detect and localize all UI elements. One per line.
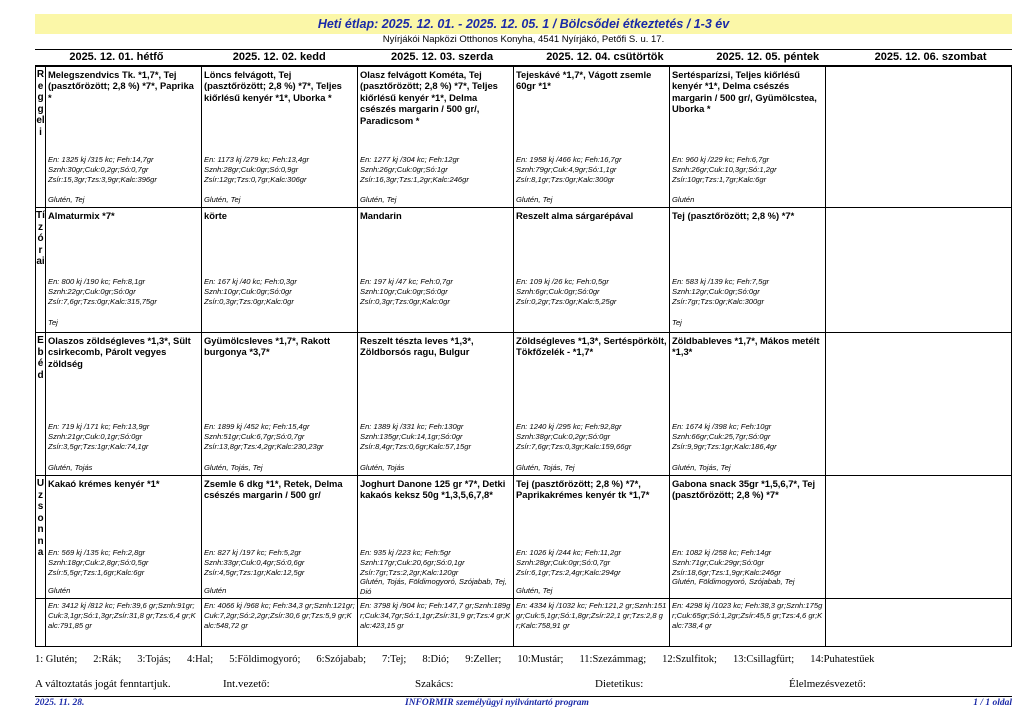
- meal-label: Reggeli: [35, 67, 46, 207]
- allergen-text: Glutén: [204, 586, 227, 595]
- daily-total-text: En: 4334 kj /1032 kc; Feh:121,2 gr;Sznh:151gr;Cuk:5,1gr;Só:1,8gr;Zsír:22,1 gr;Tzs:2,8 gr;Kalc:758,91 gr: [516, 601, 667, 630]
- menu-cell: [46, 208, 202, 332]
- menu-cell: [514, 333, 670, 475]
- nutrition-text: En: 935 kj /223 kc; Feh:5gr Sznh:17gr;Cuk:20,6gr;Só:0,1gr Zsír:7gr;Tzs:2,2gr;Kalc:120gr: [360, 548, 465, 577]
- food-manager-label: Élelmezésvezető:: [789, 678, 866, 690]
- dish-text: Gyümölcsleves *1,7*, Rakott burgonya *3,7*: [204, 335, 331, 358]
- daily-total-cell-empty: [826, 599, 1012, 646]
- menu-cell: [358, 333, 514, 475]
- dish-text: Tej (pasztőrözött; 2,8 %) *7*, Paprikakrémes kenyér tk *1,7*: [516, 478, 650, 501]
- legend-item: 6:Szójabab;: [316, 654, 366, 665]
- menu-cell: [670, 208, 826, 332]
- menu-cell-empty: [826, 476, 1012, 598]
- nutrition-text: En: 1389 kj /331 kc; Feh:130gr Sznh:135gr;Cuk:14,1gr;Só:0gr Zsír:8,4gr;Tzs:0,6gr;Kalc:57,15gr: [360, 422, 471, 451]
- legend-item: 5:Földimogyoró;: [229, 654, 301, 665]
- nutrition-text: En: 583 kj /139 kc; Feh:7,5gr Sznh:12gr;Cuk:0gr;Só:0gr Zsír:7gr;Tzs:0gr;Kalc:300gr: [672, 277, 770, 306]
- footer-program: INFORMIR személyügyi nyilvántartó program: [405, 698, 589, 708]
- footer-date: 2025. 11. 28.: [35, 698, 85, 708]
- nutrition-text: En: 1026 kj /244 kc; Feh:11,2gr Sznh:28gr;Cuk:0gr;Só:0,7gr Zsír:6,1gr;Tzs:2,4gr;Kalc:294gr: [516, 548, 621, 577]
- nutrition-text: En: 800 kj /190 kc; Feh:8,1gr Sznh:22gr;Cuk:0gr;Só:0gr Zsír:7,6gr;Tzs:0gr;Kalc:315,75gr: [48, 277, 157, 306]
- dish-text: Reszelt alma sárgarépával: [516, 210, 634, 221]
- nutrition-text: En: 1240 kj /295 kc; Feh:92,8gr Sznh:38gr;Cuk:0,2gr;Só:0gr Zsír:7,6gr;Tzs:0,3gr;Kalc:159,66gr: [516, 422, 632, 451]
- legend-item: 12:Szulfitok;: [662, 654, 717, 665]
- legend-item: 13:Csillagfürt;: [732, 654, 795, 665]
- allergen-legend: [35, 654, 995, 665]
- menu-cell: [670, 476, 826, 598]
- allergen-text: Glutén, Tej: [516, 586, 553, 595]
- dish-text: Löncs felvágott, Tej (pasztőrözött; 2,8 %) *7*, Teljes kiőrlésű kenyér *1*, Uborka *: [204, 69, 342, 103]
- menu-cell: [514, 476, 670, 598]
- nutrition-text: En: 1082 kj /258 kc; Feh:14gr Sznh:71gr;Cuk:29gr;Só:0gr Zsír:18,6gr;Tzs:1,9gr;Kalc:246gr: [672, 548, 781, 577]
- legend-item: 10:Mustár;: [517, 654, 564, 665]
- dish-text: Zöldbableves *1,7*, Mákos metélt *1,3*: [672, 335, 820, 358]
- legend-item: 1: Glutén;: [35, 654, 78, 665]
- daily-totals-row: [35, 599, 1012, 647]
- dish-text: Joghurt Danone 125 gr *7*, Detki kakaós keksz 50g *1,3,5,6,7,8*: [360, 478, 506, 501]
- nutrition-text: En: 960 kj /229 kc; Feh:6,7gr Sznh:26gr;Cuk:10,3gr;Só:1,2gr Zsír:10gr;Tzs:1,7gr;Kalc:6gr: [672, 155, 777, 184]
- nutrition-text: En: 1325 kj /315 kc; Feh:14,7gr Sznh:30gr;Cuk:0,2gr;Só:0,7gr Zsír:15,3gr;Tzs:3,9gr;Kalc:396gr: [48, 155, 157, 184]
- legend-item: 4:Hal;: [186, 654, 214, 665]
- menu-cell-empty: [826, 67, 1012, 207]
- day-header-tuesday: 2025. 12. 02. kedd: [232, 51, 326, 63]
- day-header-friday: 2025. 12. 05. péntek: [716, 51, 820, 63]
- kitchen-address: Nyírjákói Napközi Otthonos Konyha, 4541 Nyírjákó, Petőfi S. u. 17.: [382, 34, 665, 45]
- allergen-text: Glutén, Tej: [516, 195, 553, 204]
- nutrition-text: En: 1173 kj /279 kc; Feh:13,4gr Sznh:28gr;Cuk:0gr;Só:0,9gr Zsír:12gr;Tzs:0,7gr;Kalc:306gr: [204, 155, 309, 184]
- nutrition-text: En: 1674 kj /398 kc; Feh:10gr Sznh:66gr;Cuk:25,7gr;Só:0gr Zsír:9,9gr;Tzs:1gr;Kalc:186,4gr: [672, 422, 777, 451]
- director-label: Int.vezető:: [223, 678, 270, 690]
- nutrition-text: En: 1277 kj /304 kc; Feh:12gr Sznh:26gr;Cuk:0gr;Só:1gr Zsír:16,3gr;Tzs:1,2gr;Kalc:246gr: [360, 155, 469, 184]
- allergen-text: Glutén, Tojás: [48, 463, 93, 472]
- dish-text: Olasz felvágott Kométa, Tej (pasztőrözött; 2,8 %) *7*, Teljes kiőrlésű kenyér *1*, Delma csészés margarin / 500 gr/, Paradicsom *: [360, 69, 498, 126]
- nutrition-text: En: 197 kj /47 kc; Feh:0,7gr Sznh:10gr;Cuk:0gr;Só:0gr Zsír:0,3gr;Tzs:0gr;Kalc:0gr: [360, 277, 453, 306]
- legend-item: 3:Tojás;: [137, 654, 171, 665]
- meal-row-lunch: [35, 333, 1012, 476]
- allergen-text: Glutén: [672, 195, 695, 204]
- menu-cell: [202, 476, 358, 598]
- daily-total-cell: [514, 599, 670, 646]
- meal-label: Tízórai: [35, 208, 46, 332]
- daily-total-text: En: 3798 kj /904 kc; Feh:147,7 gr;Sznh:189gr;Cuk:34,7gr;Só:1,1gr;Zsír:31,9 gr;Tzs:4 gr;Kalc:423,15 gr: [360, 601, 511, 630]
- allergen-text: Glutén, Tojás, Tej: [516, 463, 575, 472]
- meal-label: Uzsonna: [35, 476, 46, 598]
- dish-text: Zsemle 6 dkg *1*, Retek, Delma csészés margarin / 500 gr/: [204, 478, 343, 501]
- nutrition-text: En: 109 kj /26 kc; Feh:0,5gr Sznh:6gr;Cuk:0gr;Só:0gr Zsír:0,2gr;Tzs:0gr;Kalc:5,25gr: [516, 277, 617, 306]
- legend-item: 14:Puhatestűek: [810, 654, 875, 665]
- dish-text: Mandarin: [360, 210, 402, 221]
- day-header-wednesday: 2025. 12. 03. szerda: [391, 51, 494, 63]
- menu-cell: [202, 333, 358, 475]
- allergen-text: Glutén, Tej: [48, 195, 85, 204]
- dish-text: Tejeskávé *1,7*, Vágott zsemle 60gr *1*: [516, 69, 652, 92]
- menu-cell: [358, 476, 514, 598]
- daily-total-cell: [46, 599, 202, 646]
- menu-cell-empty: [826, 333, 1012, 475]
- meal-label: Ebéd: [35, 333, 46, 475]
- nutrition-text: En: 167 kj /40 kc; Feh:0,3gr Sznh:10gr;Cuk:0gr;Só:0gr Zsír:0,3gr;Tzs:0gr;Kalc:0gr: [204, 277, 297, 306]
- nutrition-text: En: 719 kj /171 kc; Feh:13,9gr Sznh:21gr;Cuk:0,1gr;Só:0gr Zsír:3,5gr;Tzs:1gr;Kalc:74,1gr: [48, 422, 150, 451]
- day-header-row: [35, 49, 1012, 67]
- signature-row: [35, 678, 1012, 692]
- nutrition-text: En: 1899 kj /452 kc; Feh:15,4gr Sznh:51gr;Cuk:6,7gr;Só:0,7gr Zsír:13,8gr;Tzs:4,2gr;Kalc:230,23gr: [204, 422, 324, 451]
- disclaimer-text: A változtatás jogát fenntartjuk.: [35, 678, 171, 690]
- daily-total-text: En: 4298 kj /1023 kc; Feh:38,3 gr;Sznh:175gr;Cuk:65gr;Só:1,2gr;Zsír:45,5 gr;Tzs:4,6 gr;Kalc:738,4 gr: [672, 601, 823, 630]
- day-header-monday: 2025. 12. 01. hétfő: [69, 51, 164, 63]
- allergen-text: Glutén, Tojás, Földimogyoró, Szójabab, Tej, Dió: [360, 577, 507, 596]
- day-header-saturday: 2025. 12. 06. szombat: [874, 51, 987, 63]
- day-header-thursday: 2025. 12. 04. csütörtök: [546, 51, 664, 63]
- dish-text: Zöldségleves *1,3*, Sertéspörkölt, Tökfőzelék - *1,7*: [516, 335, 667, 358]
- legend-item: 9:Zeller;: [465, 654, 502, 665]
- allergen-text: Glutén, Tojás: [360, 463, 405, 472]
- meal-row-afternoon-snack: [35, 476, 1012, 599]
- daily-total-cell: [670, 599, 826, 646]
- allergen-text: Glutén: [48, 586, 71, 595]
- daily-total-cell: [358, 599, 514, 646]
- dietitian-label: Dietetikus:: [595, 678, 644, 690]
- nutrition-text: En: 827 kj /197 kc; Feh:5,2gr Sznh:33gr;Cuk:0,4gr;Só:0,6gr Zsír:4,5gr;Tzs:1gr;Kalc:12,5gr: [204, 548, 305, 577]
- legend-item: 11:Szezámmag;: [579, 654, 647, 665]
- menu-title: Heti étlap: 2025. 12. 01. - 2025. 12. 05. 1 / Bölcsődei étkeztetés / 1-3 év: [35, 14, 1012, 34]
- menu-cell: [46, 67, 202, 207]
- nutrition-text: En: 569 kj /135 kc; Feh:2,8gr Sznh:18gr;Cuk:2,8gr;Só:0,5gr Zsír:5,5gr;Tzs:1,6gr;Kalc:6gr: [48, 548, 149, 577]
- menu-cell: [46, 333, 202, 475]
- footer-page: 1 / 1 oldal: [973, 698, 1012, 708]
- legend-item: 8:Dió;: [422, 654, 450, 665]
- menu-cell: [514, 67, 670, 207]
- daily-total-cell: [202, 599, 358, 646]
- dish-text: Kakaó krémes kenyér *1*: [48, 478, 160, 489]
- allergen-text: Glutén, Földimogyoró, Szójabab, Tej: [672, 577, 795, 586]
- menu-cell: [358, 67, 514, 207]
- menu-cell: [202, 208, 358, 332]
- menu-cell: [670, 333, 826, 475]
- menu-cell: [514, 208, 670, 332]
- allergen-text: Glutén, Tej: [204, 195, 241, 204]
- menu-cell: [670, 67, 826, 207]
- legend-item: 2:Rák;: [93, 654, 122, 665]
- menu-grid: [35, 67, 1012, 647]
- allergen-text: Glutén, Tojás, Tej: [672, 463, 731, 472]
- allergen-text: Tej: [48, 318, 58, 327]
- dish-text: Melegszendvics Tk. *1,7*, Tej (pasztőrözött; 2,8 %) *7*, Paprika *: [48, 69, 194, 103]
- daily-total-text: En: 3412 kj /812 kc; Feh:39,6 gr;Sznh:91gr;Cuk:3,1gr;Só:1,3gr;Zsír:31,8 gr;Tzs:6,4 gr;Kalc:791,85 gr: [48, 601, 196, 630]
- cook-label: Szakács:: [415, 678, 454, 690]
- menu-cell: [358, 208, 514, 332]
- menu-cell: [46, 476, 202, 598]
- dish-text: Gabona snack 35gr *1,5,6,7*, Tej (pasztőrözött; 2,8 %) *7*: [672, 478, 816, 501]
- allergen-text: Glutén, Tojás, Tej: [204, 463, 263, 472]
- menu-cell-empty: [826, 208, 1012, 332]
- dish-text: Almaturmix *7*: [48, 210, 115, 221]
- meal-row-breakfast: [35, 67, 1012, 208]
- dish-text: Sertésparízsi, Teljes kiőrlésű kenyér *1*, Delma csészés margarin / 500 gr/, Gyümölcstea, Uborka *: [672, 69, 817, 115]
- dish-text: Tej (pasztőrözött; 2,8 %) *7*: [672, 210, 795, 221]
- totals-lead: [35, 599, 46, 646]
- dish-text: Reszelt tészta leves *1,3*, Zöldborsós ragu, Bulgur: [360, 335, 474, 358]
- menu-cell: [202, 67, 358, 207]
- meal-row-morning-snack: [35, 208, 1012, 333]
- daily-total-text: En: 4066 kj /968 kc; Feh:34,3 gr;Sznh:121gr;Cuk:7,2gr;Só:2,2gr;Zsír:30,6 gr;Tzs:5,9 gr;Kalc:548,72 gr: [204, 601, 355, 630]
- allergen-text: Glutén, Tej: [360, 195, 397, 204]
- dish-text: körte: [204, 210, 227, 221]
- dish-text: Olaszos zöldségleves *1,3*, Sült csirkecomb, Párolt vegyes zöldség: [48, 335, 191, 369]
- page-footer: [35, 696, 1012, 710]
- allergen-text: Tej: [672, 318, 682, 327]
- nutrition-text: En: 1958 kj /466 kc; Feh:16,7gr Sznh:79gr;Cuk:4,9gr;Só:1,1gr Zsír:8,1gr;Tzs:0gr;Kalc:300gr: [516, 155, 622, 184]
- legend-item: 7:Tej;: [382, 654, 407, 665]
